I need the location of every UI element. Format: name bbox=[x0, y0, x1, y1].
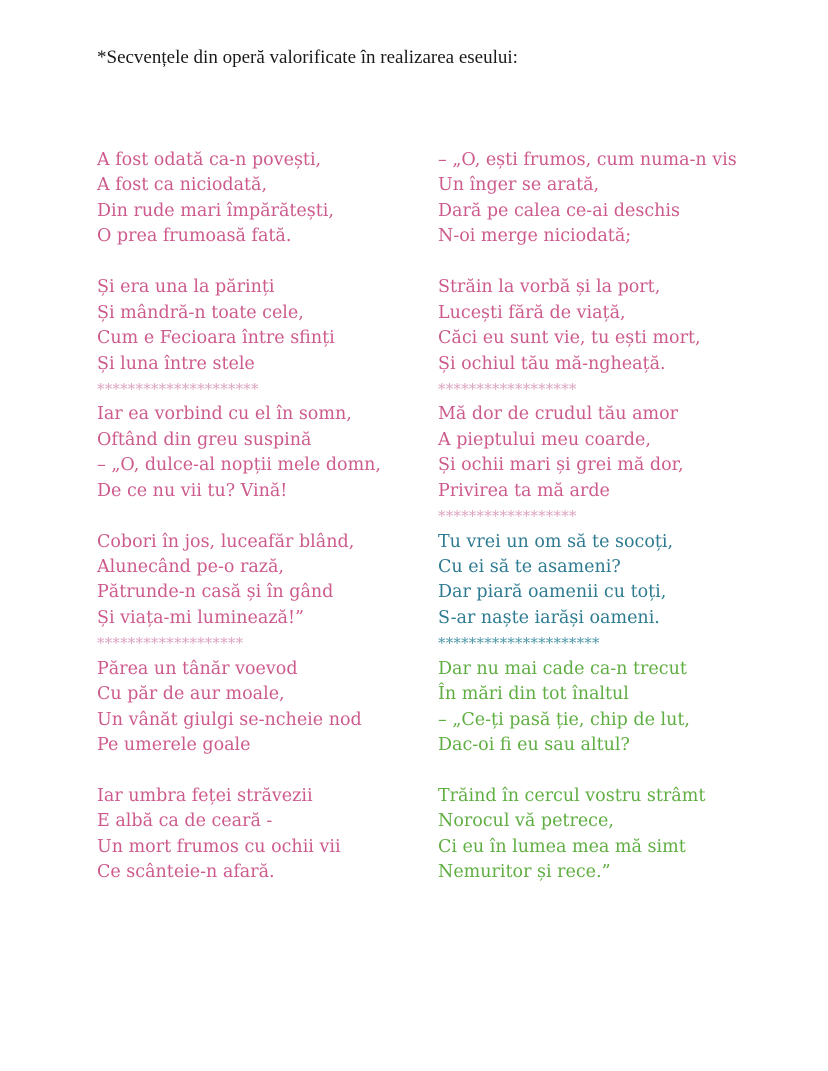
verse-line: Și viața-mi luminează!” bbox=[97, 607, 304, 628]
stanza bbox=[97, 657, 381, 759]
verse-line: Dar piară oamenii cu toți, bbox=[438, 582, 667, 603]
verse-line: Mă dor de crudul tău amor bbox=[438, 404, 679, 425]
verse-line: Nemuritor și rece.” bbox=[438, 862, 611, 883]
verse-line: Din rude mari împărătești, bbox=[97, 200, 334, 221]
asterisk-separator: ********************* bbox=[438, 634, 600, 653]
verse-line: N-oi merge niciodată; bbox=[438, 226, 632, 247]
verse-line: Un mort frumos cu ochii vii bbox=[97, 836, 341, 857]
poem-column-right bbox=[438, 148, 737, 886]
stanza bbox=[97, 530, 381, 632]
stanza bbox=[438, 784, 737, 886]
verse-line: Ce scânteie-n afară. bbox=[97, 862, 275, 883]
verse-line: Și mândră-n toate cele, bbox=[97, 302, 304, 323]
stanza-gap bbox=[438, 250, 737, 275]
verse-line: Cobori în jos, luceafăr blând, bbox=[97, 531, 355, 552]
verse-line: A fost odată ca-n povești, bbox=[97, 150, 322, 170]
stanza-gap bbox=[438, 759, 737, 784]
poem-column-left bbox=[97, 148, 381, 886]
verse-line: Pe umerele goale bbox=[97, 735, 251, 756]
verse-line: Oftând din greu suspină bbox=[97, 429, 312, 450]
verse-line: A pieptului meu coarde, bbox=[438, 429, 651, 450]
verse-line: Privirea ta mă arde bbox=[438, 480, 610, 501]
stanza bbox=[438, 275, 737, 377]
verse-line: Un vânăt giulgi se-ncheie nod bbox=[97, 709, 362, 730]
verse-line: Și era una la părinți bbox=[97, 277, 275, 298]
asterisk-separator: ******************* bbox=[97, 634, 244, 653]
verse-line: Cu păr de aur moale, bbox=[97, 684, 285, 705]
verse-line: Alunecând pe-o rază, bbox=[97, 557, 284, 577]
verse-line: Un înger se arată, bbox=[438, 175, 600, 196]
stanza-gap bbox=[97, 504, 381, 529]
page-heading: *Secvențele din operă valorificate în realizarea eseului: bbox=[97, 47, 518, 68]
verse-line: – „Ce-ți pasă ție, chip de lut, bbox=[438, 709, 690, 730]
stanza bbox=[97, 148, 381, 250]
verse-line: E albă ca de ceară - bbox=[97, 811, 273, 832]
verse-line: Trăind în cercul vostru strâmt bbox=[438, 785, 706, 806]
verse-line: Părea un tânăr voevod bbox=[97, 658, 298, 679]
verse-line: Lucești fără de viață, bbox=[438, 302, 626, 323]
verse-line: S-ar naște iarăși oameni. bbox=[438, 607, 660, 628]
verse-line: Norocul vă petrece, bbox=[438, 811, 614, 832]
verse-line: Dar nu mai cade ca-n trecut bbox=[438, 658, 687, 679]
verse-line: Dară pe calea ce-ai deschis bbox=[438, 200, 680, 221]
verse-line: Străin la vorbă și la port, bbox=[438, 277, 661, 298]
asterisk-separator: ****************** bbox=[438, 507, 577, 526]
stanza bbox=[438, 402, 737, 504]
verse-line: Dac-oi fi eu sau altul? bbox=[438, 735, 630, 756]
verse-line: Și ochiul tău mă-ngheață. bbox=[438, 353, 666, 374]
verse-line: – „O, dulce-al nopții mele domn, bbox=[97, 455, 381, 476]
verse-line: Și luna între stele bbox=[97, 353, 255, 374]
verse-line: Cum e Fecioara între sfinți bbox=[97, 328, 335, 349]
verse-line: A fost ca niciodată, bbox=[97, 175, 268, 196]
stanza-gap bbox=[97, 759, 381, 784]
asterisk-separator: ****************** bbox=[438, 379, 577, 398]
verse-line: O prea frumoasă fată. bbox=[97, 226, 292, 247]
verse-line: Pătrunde-n casă și în gând bbox=[97, 582, 334, 603]
verse-line: Căci eu sunt vie, tu ești mort, bbox=[438, 328, 701, 349]
verse-line: – „O, ești frumos, cum numa-n vis bbox=[438, 150, 737, 170]
asterisk-separator: ********************* bbox=[97, 379, 259, 398]
verse-line: Cu ei să te asameni? bbox=[438, 557, 621, 577]
verse-line: Ci eu în lumea mea mă simt bbox=[438, 836, 686, 857]
verse-line: În mări din tot înaltul bbox=[438, 684, 629, 705]
verse-line: Iar ea vorbind cu el în somn, bbox=[97, 404, 352, 425]
stanza bbox=[97, 275, 381, 377]
stanza-gap bbox=[97, 250, 381, 275]
stanza bbox=[97, 402, 381, 504]
verse-line: Tu vrei un om să te socoți, bbox=[438, 531, 674, 552]
verse-line: Iar umbra feței străvezii bbox=[97, 785, 313, 806]
stanza bbox=[438, 657, 737, 759]
verse-line: De ce nu vii tu? Vină! bbox=[97, 480, 288, 501]
verse-line: Și ochii mari și grei mă dor, bbox=[438, 455, 684, 476]
stanza bbox=[438, 148, 737, 250]
stanza bbox=[97, 784, 381, 886]
stanza bbox=[438, 530, 737, 632]
